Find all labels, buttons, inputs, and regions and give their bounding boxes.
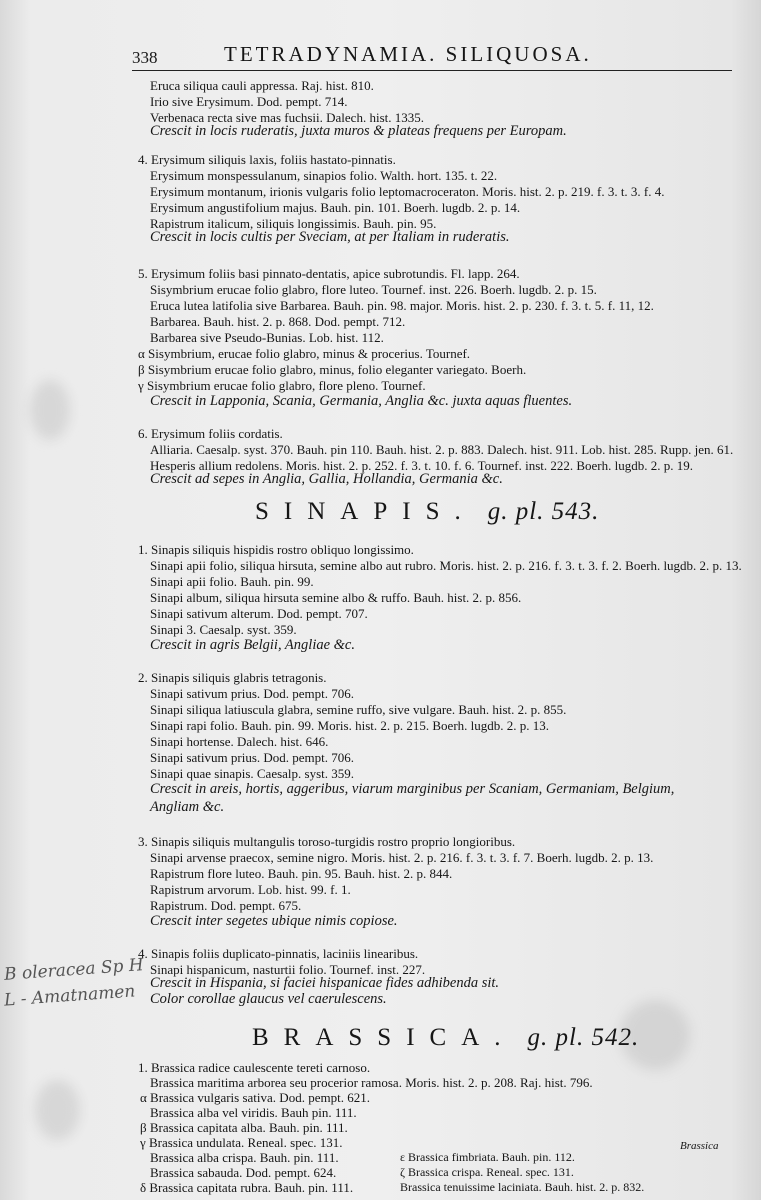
text-line: Sinapi sativum prius. Dod. pempt. 706. [150,686,355,701]
text-line: Erysimum monspessulanum, sinapios folio. Walth. hort. 135. t. 22. [150,168,498,183]
text-line: Erysimum montanum, irionis vulgaris folio leptomacroceraton. Moris. hist. 2. p. 219. f. 3. t. 3. f. 4. [150,184,665,199]
variety-line: α Brassica vulgaris sativa. Dod. pempt. 621. [140,1090,370,1105]
text-line: Rapistrum italicum, siliquis longissimis. Bauh. pin. 95. [150,216,437,231]
text-line: Sisymbrium erucae folio glabro, flore luteo. Tournef. inst. 226. Boerh. lugdb. 2. p. 15. [150,282,597,297]
species-heading: 2. Sinapis siliquis glabris tetragonis. [138,670,327,685]
text-line: Sinapi siliqua latiuscula glabra, semine ruffo, sive vulgare. Bauh. hist. 2. p. 855. [150,702,567,717]
text-line: Sinapi rapi folio. Bauh. pin. 99. Moris. hist. 2. p. 215. Boerh. lugdb. 2. p. 13. [150,718,550,733]
text-line: Brassica alba crispa. Bauh. pin. 111. [150,1150,339,1165]
text-line: Sinapi apii folio. Bauh. pin. 99. [150,574,314,589]
text-line: Sinapi sativum prius. Dod. pempt. 706. [150,750,355,765]
text-line: Eruca lutea latifolia sive Barbarea. Bauh. pin. 98. major. Moris. hist. 2. p. 230. f. 3. t. 5. f. 11, 12. [150,298,654,313]
species-heading: 4. Erysimum siliquis laxis, foliis hastato-pinnatis. [138,152,396,167]
variety-line: δ Brassica capitata rubra. Bauh. pin. 111. [140,1180,354,1195]
genus-name: BRASSICA. [252,1024,516,1051]
variety-line: β Sisymbrium erucae folio glabro, minus, folio eleganter variegato. Boerh. [138,362,527,377]
handwritten-margin-note: L - Amatnamen [3,981,136,1011]
species-heading: 4. Sinapis foliis duplicato-pinnatis, laciniis linearibus. [138,946,419,961]
habitat-line: Crescit in Hispania, si faciei hispanicae fides adhibenda sit. [150,975,500,991]
text-line: Erysimum angustifolium majus. Bauh. pin. 101. Boerh. lugdb. 2. p. 14. [150,200,521,215]
text-line: Barbarea. Bauh. hist. 2. p. 868. Dod. pempt. 712. [150,314,406,329]
variety-line: ε Brassica fimbriata. Bauh. pin. 112. [400,1150,575,1164]
text-line: Brassica tenuissime laciniata. Bauh. hist. 2. p. 832. [400,1180,645,1194]
species-heading: 5. Erysimum foliis basi pinnato-dentatis, apice subrotundis. Fl. lapp. 264. [138,266,520,281]
page-number: 338 [132,48,158,67]
text-line: Sinapi sativum alterum. Dod. pempt. 707. [150,606,368,621]
variety-line: γ Sisymbrium erucae folio glabro, flore pleno. Tournef. [138,378,426,393]
text-line: Sinapi hortense. Dalech. hist. 646. [150,734,329,749]
species-heading: 6. Erysimum foliis cordatis. [138,426,283,441]
text-line: Alliaria. Caesalp. syst. 370. Bauh. pin 110. Bauh. hist. 2. p. 883. Dalech. hist. 911. Lob. hist. 285. Rupp. jen. 61. [150,442,734,457]
habitat-line: Crescit in locis ruderatis, juxta muros & plateas frequens per Europam. [150,123,567,139]
text-line: Sinapi 3. Caesalp. syst. 359. [150,622,297,637]
variety-line: ζ Brassica crispa. Reneal. spec. 131. [400,1165,574,1179]
species-heading: 1. Sinapis siliquis hispidis rostro obliquo longissimo. [138,542,414,557]
habitat-line: Crescit in agris Belgii, Angliae &c. [150,637,355,653]
text-line: Rapistrum. Dod. pempt. 675. [150,898,302,913]
habitat-line: Crescit in Lapponia, Scania, Germania, Anglia &c. juxta aquas fluentes. [150,393,573,409]
species-heading: 1. Brassica radice caulescente tereti carnoso. [138,1060,371,1075]
genus-reference: g. pl. 542. [527,1024,640,1051]
text-line: Sinapi arvense praecox, semine nigro. Moris. hist. 2. p. 216. f. 3. t. 3. f. 7. Boerh. lugdb. 2. p. 13. [150,850,654,865]
running-title: TETRADYNAMIA. SILIQUOSA. [224,42,592,66]
text-line: Eruca siliqua cauli appressa. Raj. hist. 810. [150,78,374,93]
habitat-line: Crescit in locis cultis per Sveciam, at per Italiam in ruderatis. [150,229,510,245]
text-line: Verbenaca recta sive mas fuchsii. Dalech. hist. 1335. [150,110,424,125]
genus-heading [255,498,599,526]
page-header [132,40,732,71]
habitat-line: Crescit in areis, hortis, aggeribus, viarum marginibus per Scaniam, Germaniam, Belgium, [150,781,675,797]
text-line: Brassica maritima arborea seu procerior ramosa. Moris. hist. 2. p. 208. Raj. hist. 796. [150,1075,593,1090]
genus-name: SINAPIS. [255,498,476,525]
habitat-line: Crescit inter segetes ubique nimis copiose. [150,913,398,929]
text-line: Sinapi hispanicum, nasturtii folio. Tournef. inst. 227. [150,962,426,977]
text-line: Brassica alba vel viridis. Bauh pin. 111. [150,1105,357,1120]
genus-heading [252,1024,639,1052]
text-line: Hesperis allium redolens. Moris. hist. 2. p. 252. f. 3. t. 10. f. 6. Tournef. inst. 222. Boerh. lugdb. 2. p. 19. [150,458,693,473]
habitat-line: Crescit ad sepes in Anglia, Gallia, Hollandia, Germania &c. [150,471,503,487]
text-line: Irio sive Erysimum. Dod. pempt. 714. [150,94,348,109]
genus-reference: g. pl. 543. [487,498,600,525]
text-line: Sinapi apii folio, siliqua hirsuta, semine albo aut rubro. Moris. hist. 2. p. 216. f. 3. t. 3. f. 2. Boerh. lugdb. 2. p. 13. [150,558,742,573]
text-line: Barbarea sive Pseudo-Bunias. Lob. hist. 112. [150,330,384,345]
text-line: Rapistrum arvorum. Lob. hist. 99. f. 1. [150,882,351,897]
handwritten-margin-note: B oleracea Sp H [3,955,145,985]
text-line: Rapistrum flore luteo. Bauh. pin. 95. Bauh. hist. 2. p. 844. [150,866,453,881]
species-heading: 3. Sinapis siliquis multangulis toroso-turgidis rostro proprio longioribus. [138,834,516,849]
text-line: Brassica sabauda. Dod. pempt. 624. [150,1165,337,1180]
variety-line: β Brassica capitata alba. Bauh. pin. 111. [140,1120,348,1135]
text-line: Sinapi quae sinapis. Caesalp. syst. 359. [150,766,355,781]
habitat-line: Angliam &c. [150,799,225,815]
note-line: Color corollae glaucus vel caerulescens. [150,991,387,1007]
variety-line: γ Brassica undulata. Reneal. spec. 131. [140,1135,343,1150]
variety-line: α Sisymbrium, erucae folio glabro, minus & procerius. Tournef. [138,346,471,361]
text-line: Sinapi album, siliqua hirsuta semine albo & ruffo. Bauh. hist. 2. p. 856. [150,590,522,605]
catchword: Brassica [680,1140,719,1152]
